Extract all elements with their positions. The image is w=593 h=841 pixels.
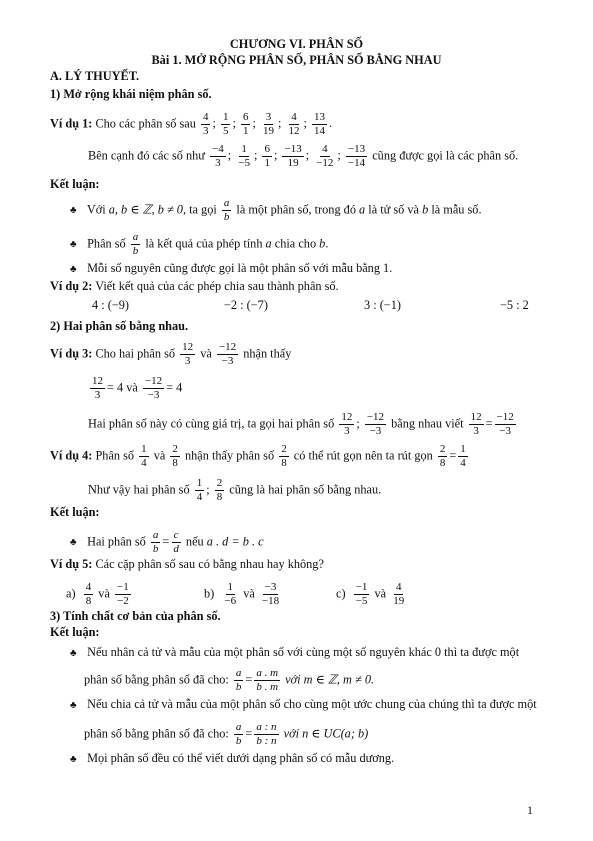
example-2-text: Viết kết quả của các phép chia sau thành phân số. — [95, 279, 339, 293]
fraction: $\frac{6}{1}$ — [242, 111, 249, 137]
page-number: 1 — [527, 803, 533, 817]
fraction-2-8: $\frac{2}{8}$ — [216, 477, 223, 503]
club-bullet-icon: ♣ — [70, 239, 77, 251]
property-2-line-1 — [70, 696, 537, 714]
conclusion-1-item-1 — [70, 198, 482, 223]
club-bullet-icon: ♣ — [70, 264, 77, 275]
example-4-line-2-prefix: Như vậy hai phân số — [88, 482, 190, 497]
fraction-2-8: $\frac{2}{8}$ — [172, 443, 178, 469]
example-5-label: Ví dụ 5: — [50, 557, 93, 571]
property-1-line-1 — [70, 644, 519, 662]
and-text: và — [200, 346, 212, 361]
fraction-m12-m3: $\frac{-12}{-3}$ — [218, 341, 237, 367]
fraction-2-8: $\frac{2}{8}$ — [439, 443, 446, 469]
example-5-text: Các cặp phân số sau có bằng nhau hay không? — [95, 557, 324, 571]
example-5-item-a: a) $\frac{4}{8}$ và $\frac{-1}{-2}$ — [66, 581, 129, 607]
example-3-line-3-prefix: Hai phân số này có cùng giá trị, ta gọi hai phân số — [88, 416, 335, 431]
kl2-text-a: Phân số — [87, 236, 126, 251]
fraction: $\frac{-13}{19}$ — [284, 143, 302, 169]
example-4-line-2: Như vậy hai phân số $\frac{1}{4}$ ; $\frac{2}{8}$ cũng là hai phân số bằng nhau. — [88, 477, 382, 503]
property-2-text: Nếu chia cả tử và mẫu của một phân số cho cùng một ước chung của chúng thì ta được một — [87, 697, 537, 711]
section-3-heading: 3) Tính chất cơ bản của phân số. — [50, 609, 221, 623]
example-2-item-4: −5 : 2 — [500, 298, 529, 312]
fraction: $\frac{4}{3}$ — [202, 111, 209, 137]
kl3-text: Mỗi số nguyên cũng được gọi là một phân số với mẫu bằng 1. — [87, 261, 393, 275]
section-2-heading: 2) Hai phân số bằng nhau. — [50, 319, 189, 333]
fraction-m12-m3: $\frac{-12}{-3}$ — [144, 375, 163, 401]
kl4-condition: a . d = b . c — [206, 534, 264, 549]
conclusion-1-item-3 — [70, 260, 392, 278]
example-2-line — [50, 278, 339, 294]
fraction-12-3: $\frac{12}{3}$ — [470, 411, 482, 437]
example-2-item-3: 3 : (−1) — [364, 298, 401, 312]
kl2-text-c: chia cho — [274, 236, 317, 251]
club-bullet-icon: ♣ — [70, 700, 77, 711]
property-1-line-2: phân số bằng phân số đã cho: $\frac{a}{b}$ = $\frac{a . m}{b . m}$ với m ∈ ℤ, m ≠ 0. — [84, 667, 375, 693]
fraction-m12-m3: $\frac{-12}{-3}$ — [366, 411, 385, 437]
example-2-item-1: 4 : (−9) — [92, 298, 129, 312]
fraction-c-over-d: $\frac{c}{d}$ — [173, 529, 179, 555]
fraction-an-bn: $\frac{a : n}{b : n}$ — [256, 721, 277, 747]
kl1-text-c: là một phân số, trong đó — [236, 202, 356, 217]
example-5-item-b: b) $\frac{1}{-6}$ và $\frac{-3}{-18}$ — [204, 581, 280, 607]
example-3-line-2 — [88, 376, 182, 401]
example-1-line-2-prefix: Bên cạnh đó các số như — [88, 148, 205, 163]
fraction-a-over-b: $\frac{a}{b}$ — [132, 231, 139, 257]
example-5-item-c: c) $\frac{-1}{-5}$ và $\frac{4}{19}$ — [336, 581, 405, 607]
fraction: $\frac{13}{14}$ — [313, 111, 325, 137]
fraction: $\frac{6}{1}$ — [264, 143, 270, 169]
section-1-heading: 1) Mở rộng khái niệm phân số. — [50, 87, 212, 101]
club-bullet-icon: ♣ — [70, 205, 77, 217]
property-3-line — [70, 750, 394, 768]
property-2-line-2: phân số bằng phân số đã cho: $\frac{a}{b}$ = $\frac{a : n}{b : n}$ với n ∈ UC(a; b) — [84, 721, 369, 747]
fraction-am-bm: $\frac{a . m}{b . m}$ — [256, 667, 279, 693]
fraction-a-over-b: $\frac{a}{b}$ — [223, 197, 230, 223]
example-1-label: Ví dụ 1: — [50, 116, 93, 131]
lesson-title: Bài 1. MỞ RỘNG PHÂN SỐ, PHÂN SỐ BẰNG NHAU — [151, 53, 442, 67]
example-4-see: nhận thấy phân số — [184, 448, 275, 463]
see-text: nhận thấy — [243, 346, 292, 361]
kl1-text-b: , ta gọi — [182, 202, 217, 217]
example-3-line-3-mid: bằng nhau viết — [391, 416, 464, 431]
conclusion-heading-3: Kết luận: — [50, 625, 100, 639]
fraction-1-4: $\frac{1}{4}$ — [141, 443, 147, 469]
and-text: và — [153, 448, 166, 463]
example-1-line-2-suffix: cũng được gọi là các phân số. — [372, 148, 519, 163]
var-b: b — [422, 202, 429, 217]
property-1-text: Nếu nhân cả tử và mẫu của một phân số với cùng một số nguyên khác 0 thì ta được một — [87, 645, 520, 659]
fraction-12-3: $\frac{12}{3}$ — [182, 341, 194, 367]
fraction-m12-m3: $\frac{-12}{-3}$ — [496, 411, 514, 437]
example-1-line-2 — [88, 144, 518, 169]
property-3-text: Mọi phân số đều có thể viết dưới dạng phân số có mẫu dương. — [87, 751, 395, 765]
example-1-fractions: $\frac{4}{3}$ ; $\frac{1}{5}$ ; $\frac{6}{1}$ ; $\frac{3}{19}$ ; $\frac{4}{12}$ ; $\frac{13}{14}$ . — [202, 111, 333, 137]
kl4-text: Hai phân số — [87, 534, 146, 549]
kl2-text-b: là kết quả của phép tính — [145, 236, 263, 251]
if-text: nếu — [185, 534, 204, 549]
example-3-text: Cho hai phân số — [95, 346, 176, 361]
var-a: a — [265, 236, 272, 251]
conclusion-1-item-2: ♣ Phân số $\frac{a}{b}$ là kết quả của phép tính a chia cho b. — [70, 231, 329, 257]
fraction-2-8: $\frac{2}{8}$ — [281, 443, 287, 469]
fraction: $\frac{4}{12}$ — [288, 111, 300, 137]
example-4-reduce: có thể rút gọn nên ta rút gọn — [293, 448, 433, 463]
var-b: b — [319, 236, 326, 251]
conclusion-2-item: ♣ Hai phân số $\frac{a}{b}$ = $\frac{c}{d}$ nếu a . d = b . c — [70, 529, 264, 555]
fraction-1-4: $\frac{1}{4}$ — [460, 443, 466, 469]
fraction-1-4: $\frac{1}{4}$ — [196, 477, 203, 503]
example-3-line-3: Hai phân số này có cùng giá trị, ta gọi hai phân số $\frac{12}{3}$ ; $\frac{-12}{-3}$ bằng nhau viết $\frac{12}{3}$ = $\frac{-12}{-3}$ — [88, 411, 514, 437]
fraction: $\frac{-4}{3}$ — [212, 143, 224, 169]
example-3-label: Ví dụ 3: — [50, 346, 93, 361]
example-2-label: Ví dụ 2: — [50, 279, 93, 293]
example-3-line-1 — [50, 342, 291, 367]
chapter-title: CHƯƠNG VI. PHÂN SỐ — [229, 37, 364, 51]
example-4-label: Ví dụ 4: — [50, 448, 93, 463]
var-a: a — [359, 202, 366, 217]
fraction-a-over-b: $\frac{a}{b}$ — [152, 529, 159, 555]
example-1-text: Cho các phân số sau — [95, 116, 196, 131]
and-text: và — [126, 380, 138, 395]
kl1-text-e: là mẫu số. — [431, 202, 482, 217]
fraction-12-3: $\frac{12}{3}$ — [341, 411, 353, 437]
example-5-line — [50, 556, 324, 572]
kl1-text-d: là tử số và — [368, 202, 419, 217]
example-4-line-1: Ví dụ 4: Phân số $\frac{1}{4}$ và $\frac{2}{8}$ nhận thấy phân số $\frac{2}{8}$ có thể rút gọn nên ta rút gọn $\frac{2}{8}$ = $\frac{1}{4}$ — [50, 443, 466, 469]
equals-4: = 4 — [107, 380, 124, 395]
fraction: $\frac{4}{-12}$ — [316, 143, 334, 169]
conclusion-heading-2: Kết luận: — [50, 505, 100, 519]
example-1-negative-fractions: $\frac{-4}{3}$ ; $\frac{1}{-5}$ ; $\frac{6}{1}$ ; $\frac{-13}{19}$ ; $\frac{4}{-12}$ ; $\frac{-13}{-14}$ — [212, 143, 366, 169]
property-2-condition: với n ∈ UC(a; b) — [283, 726, 369, 741]
club-bullet-icon: ♣ — [70, 754, 77, 765]
section-a-heading: A. LÝ THUYẾT. — [50, 69, 140, 83]
example-1-line-1 — [50, 112, 332, 137]
fraction: $\frac{3}{19}$ — [262, 111, 274, 137]
conclusion-heading-1: Kết luận: — [50, 177, 100, 191]
property-1-prefix: phân số bằng phân số đã cho: — [84, 672, 229, 687]
fraction: $\frac{1}{-5}$ — [238, 143, 250, 169]
example-4-line-2-suffix: cũng là hai phân số bằng nhau. — [229, 482, 382, 497]
property-1-condition: với m ∈ ℤ, m ≠ 0. — [285, 672, 375, 687]
example-2-item-2: −2 : (−7) — [224, 298, 268, 312]
fraction: $\frac{-13}{-14}$ — [347, 143, 366, 169]
kl1-text-a: Với — [86, 202, 106, 217]
fraction: $\frac{1}{5}$ — [222, 111, 229, 137]
fraction-12-3: $\frac{12}{3}$ — [92, 375, 103, 401]
example-4-text: Phân số — [95, 448, 135, 463]
equals-4: = 4 — [166, 380, 183, 395]
club-bullet-icon: ♣ — [70, 648, 77, 659]
club-bullet-icon: ♣ — [70, 537, 77, 549]
kl1-variables: a, b ∈ ℤ, b ≠ 0 — [108, 202, 183, 217]
property-2-prefix: phân số bằng phân số đã cho: — [84, 726, 229, 741]
